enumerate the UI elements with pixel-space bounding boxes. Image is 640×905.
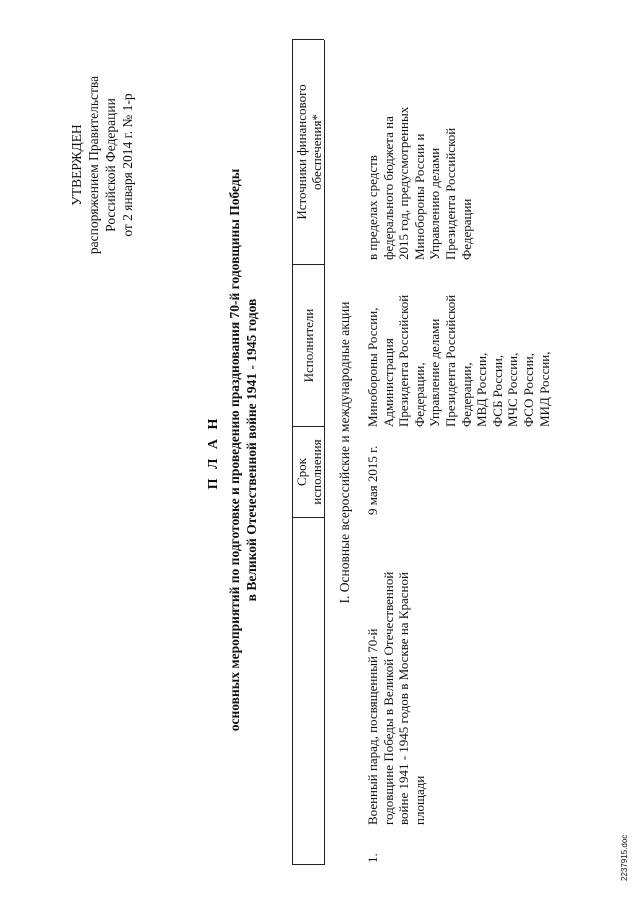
event-line: Военный парад, посвященный 70-й <box>365 628 380 825</box>
document-code: 2237915.doc <box>620 834 629 881</box>
executor-line: МВД России, <box>474 352 490 427</box>
header-executors: Исполнители <box>301 308 316 383</box>
approval-line: Российской Федерации <box>103 98 118 232</box>
executor-line: Федерации, <box>411 362 427 427</box>
event-line: войне 1941 - 1945 годов в Москве на Красной <box>396 572 412 825</box>
header-divider <box>292 517 324 518</box>
executor-line: Президента Российской <box>396 294 412 427</box>
header-term <box>294 427 324 517</box>
subtitle-line: в Великой Отечественной войне 1941 - 1945 годов <box>244 298 259 602</box>
approval-line: УТВЕРЖДЕН <box>69 124 84 206</box>
approval-stamp <box>68 65 136 265</box>
approval-line: от 2 января 2014 г. № 1-р <box>120 93 135 237</box>
row-number: 1. <box>365 853 380 863</box>
executor-line: ФСО России, <box>520 352 536 427</box>
approval-line: распоряжением Правительства <box>86 75 101 255</box>
executor-line: Минобороны России, <box>365 307 380 427</box>
plan-title: П Л А Н <box>206 415 221 490</box>
executor-line: Федерации, <box>458 362 474 427</box>
header-sources-line: Источники финансового <box>294 84 309 220</box>
source-line: Президента Российской <box>442 127 458 260</box>
table-header-rule <box>324 40 325 865</box>
event-line: годовщине Победы в Великой Отечественной <box>380 571 396 825</box>
header-sources-line: обеспечения* <box>309 114 324 190</box>
section-title: I. Основные всероссийские и международные акции <box>337 301 352 604</box>
executor-line: МИД России, <box>536 351 552 427</box>
source-line: Управлению делами <box>427 147 443 260</box>
row-term: 9 мая 2015 г. <box>365 445 380 515</box>
executor-line: МЧС России, <box>505 352 521 427</box>
source-line: Федерации <box>458 198 474 260</box>
executor-line: Президента Российской <box>442 294 458 427</box>
header-sources <box>294 40 324 264</box>
event-line: площади <box>411 775 427 825</box>
row-sources <box>365 40 474 260</box>
row-event <box>365 515 427 825</box>
source-line: Минобороны России и <box>411 133 427 260</box>
table-top-rule <box>292 40 293 865</box>
executor-line: Администрация <box>380 338 396 427</box>
executor-line: ФСБ России, <box>489 354 505 427</box>
row-executors <box>365 262 552 427</box>
table-left-rule <box>292 864 324 865</box>
executor-line: Управление делами <box>427 318 443 427</box>
header-term-line: исполнения <box>309 439 324 505</box>
plan-subtitle <box>226 55 260 845</box>
source-line: 2015 год, предусмотренных <box>396 106 412 260</box>
source-line: федерального бюджета на <box>380 116 396 260</box>
subtitle-line: основных мероприятий по подготовке и проведению празднования 70-й годовщины Победы <box>227 168 242 732</box>
header-term-line: Срок <box>294 458 309 486</box>
source-line: в пределах средств <box>365 155 380 260</box>
